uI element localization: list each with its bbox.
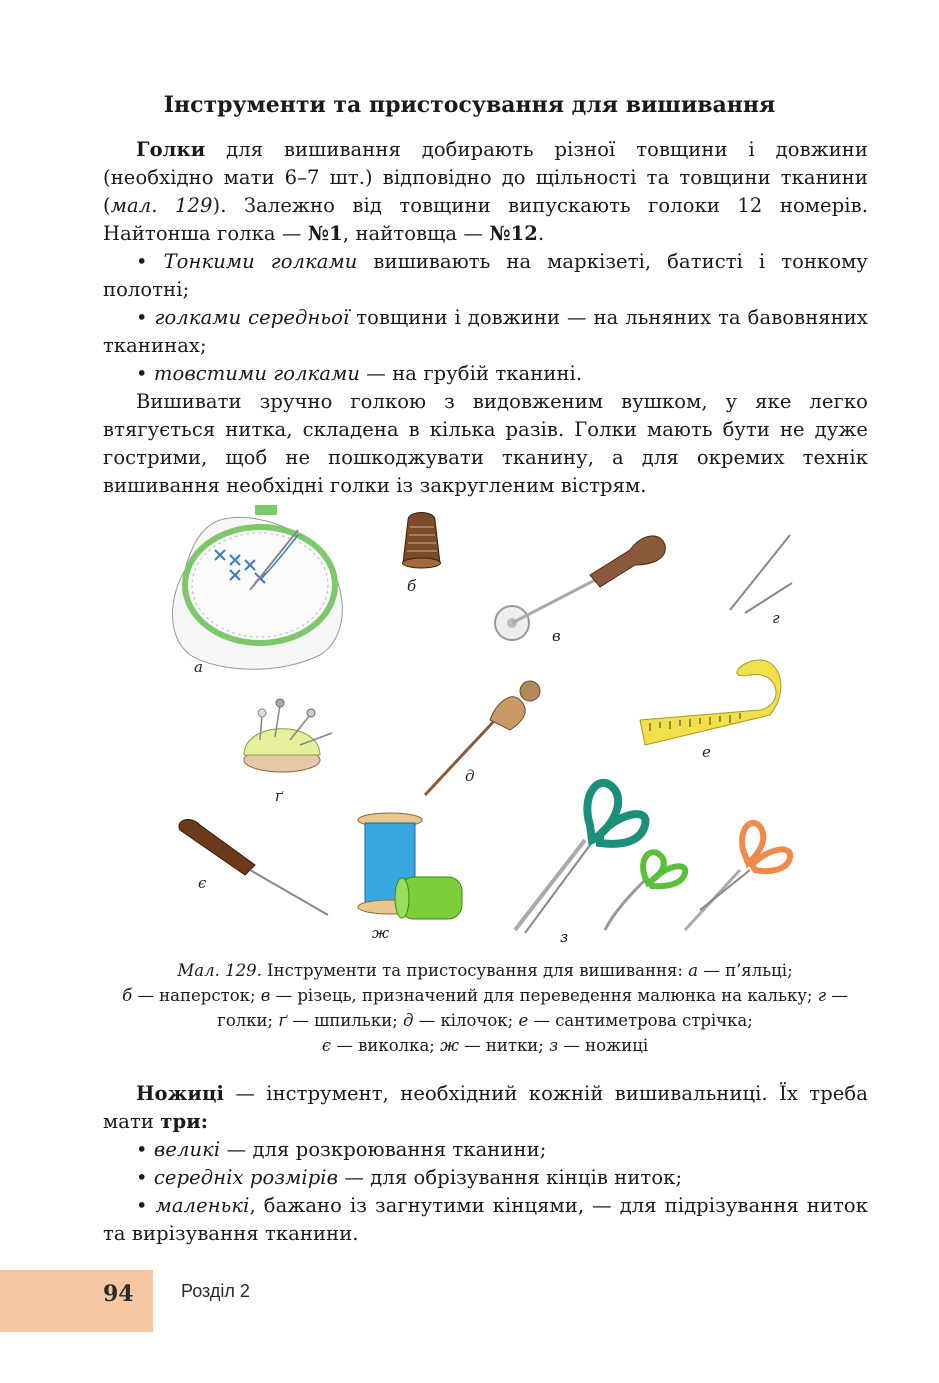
text: — різець, призначений для переведення малюнка на кальку; — [270, 986, 818, 1005]
bullet: • — [136, 362, 154, 385]
letter: ж — [440, 1036, 459, 1055]
letter: з — [549, 1036, 559, 1055]
emphasis: голками середньої — [154, 306, 350, 329]
bullet-large-scissors — [103, 1136, 868, 1164]
measuring-tape-illustration — [640, 660, 781, 745]
text: — шпильки; — [287, 1011, 403, 1030]
text: — п’яльці; — [698, 961, 793, 980]
emphasis: маленькі — [155, 1194, 250, 1217]
emphasis: великі — [153, 1138, 221, 1161]
bullet: • — [136, 1138, 154, 1161]
bullet-small-scissors — [103, 1192, 868, 1248]
needle-eye-paragraph: Вишивати зручно голкою з видовженим вушком, у яке легко втягується нитка, складена в кілька разів. Голки мають бути не дуже гострими, щоб не пошкоджувати тканину, а для окремих технік вишивання необхідні голки із закругленим вістрям. — [103, 390, 868, 497]
text: — нитки; — [458, 1036, 550, 1055]
text: . — [537, 222, 545, 245]
figure-caption — [100, 958, 870, 1058]
label-d: д — [465, 767, 475, 785]
awl-illustration — [179, 820, 328, 915]
text: , найтовща — — [342, 222, 490, 245]
label-h: г — [772, 609, 780, 627]
text: — ножиці — [558, 1036, 649, 1055]
section-heading: Інструменти та пристосування для вишивання — [163, 92, 776, 118]
needles-illustration — [730, 535, 792, 613]
text: ). Залежно від товщини випускають голоки 12 номерів. Найтонша голка — — [103, 194, 868, 245]
bullet-thin-needles — [103, 248, 868, 304]
label-e: е — [702, 743, 711, 761]
embroidery-hoop-illustration — [173, 505, 343, 669]
stiletto-illustration — [425, 681, 540, 795]
emphasis: Тонкими голками — [163, 250, 358, 273]
label-z: з — [560, 928, 569, 946]
thread-spools-illustration — [358, 813, 462, 919]
emphasis-three: три: — [160, 1110, 209, 1133]
tracing-wheel-illustration — [495, 536, 665, 640]
bullet: • — [136, 250, 164, 273]
term-needles: Голки — [136, 138, 206, 161]
text: — кілочок; — [413, 1011, 519, 1030]
number-thickest: №12 — [489, 222, 538, 245]
label-b: б — [407, 577, 417, 595]
text: — для обрізування кінців ниток; — [338, 1166, 683, 1189]
bullet: • — [136, 1166, 154, 1189]
label-v: в — [552, 627, 561, 645]
page-number: 94 — [103, 1281, 134, 1307]
text: Інструменти та пристосування для вишивання: — [261, 961, 689, 980]
letter: є — [321, 1036, 332, 1055]
letter: в — [260, 986, 271, 1005]
label-a: а — [194, 658, 203, 676]
bullet-medium-scissors — [103, 1164, 868, 1192]
bullet-thick-needles — [103, 360, 868, 388]
letter: а — [688, 961, 699, 980]
emphasis: товстими голками — [153, 362, 360, 385]
text: — виколка; — [331, 1036, 441, 1055]
figure-129 — [160, 505, 820, 955]
bullet-medium-needles — [103, 304, 868, 360]
text: — наперсток; — [132, 986, 261, 1005]
text: — сантиметрова стрічка; — [528, 1011, 753, 1030]
text: — на грубій тканині. — [360, 362, 583, 385]
figure-reference: мал. 129 — [110, 194, 213, 217]
label-zh: ж — [372, 924, 390, 942]
scissors-paragraph — [103, 1080, 868, 1136]
text: вишивають на маркізеті, батисті і тонкому полотні; — [103, 250, 869, 301]
letter: д — [403, 1011, 414, 1030]
text: , бажано із загнутими кінцями, — для підрізування ниток та вирізування тканини. — [103, 1194, 868, 1245]
letter: г — [817, 986, 827, 1005]
number-thinnest: №1 — [307, 222, 343, 245]
term-scissors: Ножиці — [136, 1082, 224, 1105]
text: — голки; — [217, 986, 848, 1030]
section-label: Розділ 2 — [181, 1281, 250, 1301]
emphasis: середніх розмірів — [153, 1166, 339, 1189]
letter: ґ — [278, 1011, 288, 1030]
thimble-illustration — [403, 513, 441, 569]
label-g: ґ — [275, 787, 283, 805]
text: товщини і довжини — на льняних та бавовняних тканинах; — [103, 306, 869, 357]
caption-label: Мал. 129. — [177, 961, 262, 980]
bullet: • — [136, 1194, 156, 1217]
label-ye: є — [198, 874, 207, 892]
needles-paragraph — [103, 136, 868, 248]
bullet: • — [136, 306, 155, 329]
letter: е — [518, 1011, 529, 1030]
pin-cushion-illustration — [244, 699, 332, 772]
text: — інструмент, необхідний кожній вишивальниці. Їх треба мати — [103, 1082, 868, 1133]
scissors-illustration — [515, 783, 790, 933]
letter: б — [122, 986, 133, 1005]
text: для вишивання добирають різної товщини і довжини (необхідно мати 6–7 шт.) відповідно до щільності та товщини тканини ( — [103, 138, 868, 217]
text: — для розкроювання тканини; — [220, 1138, 547, 1161]
